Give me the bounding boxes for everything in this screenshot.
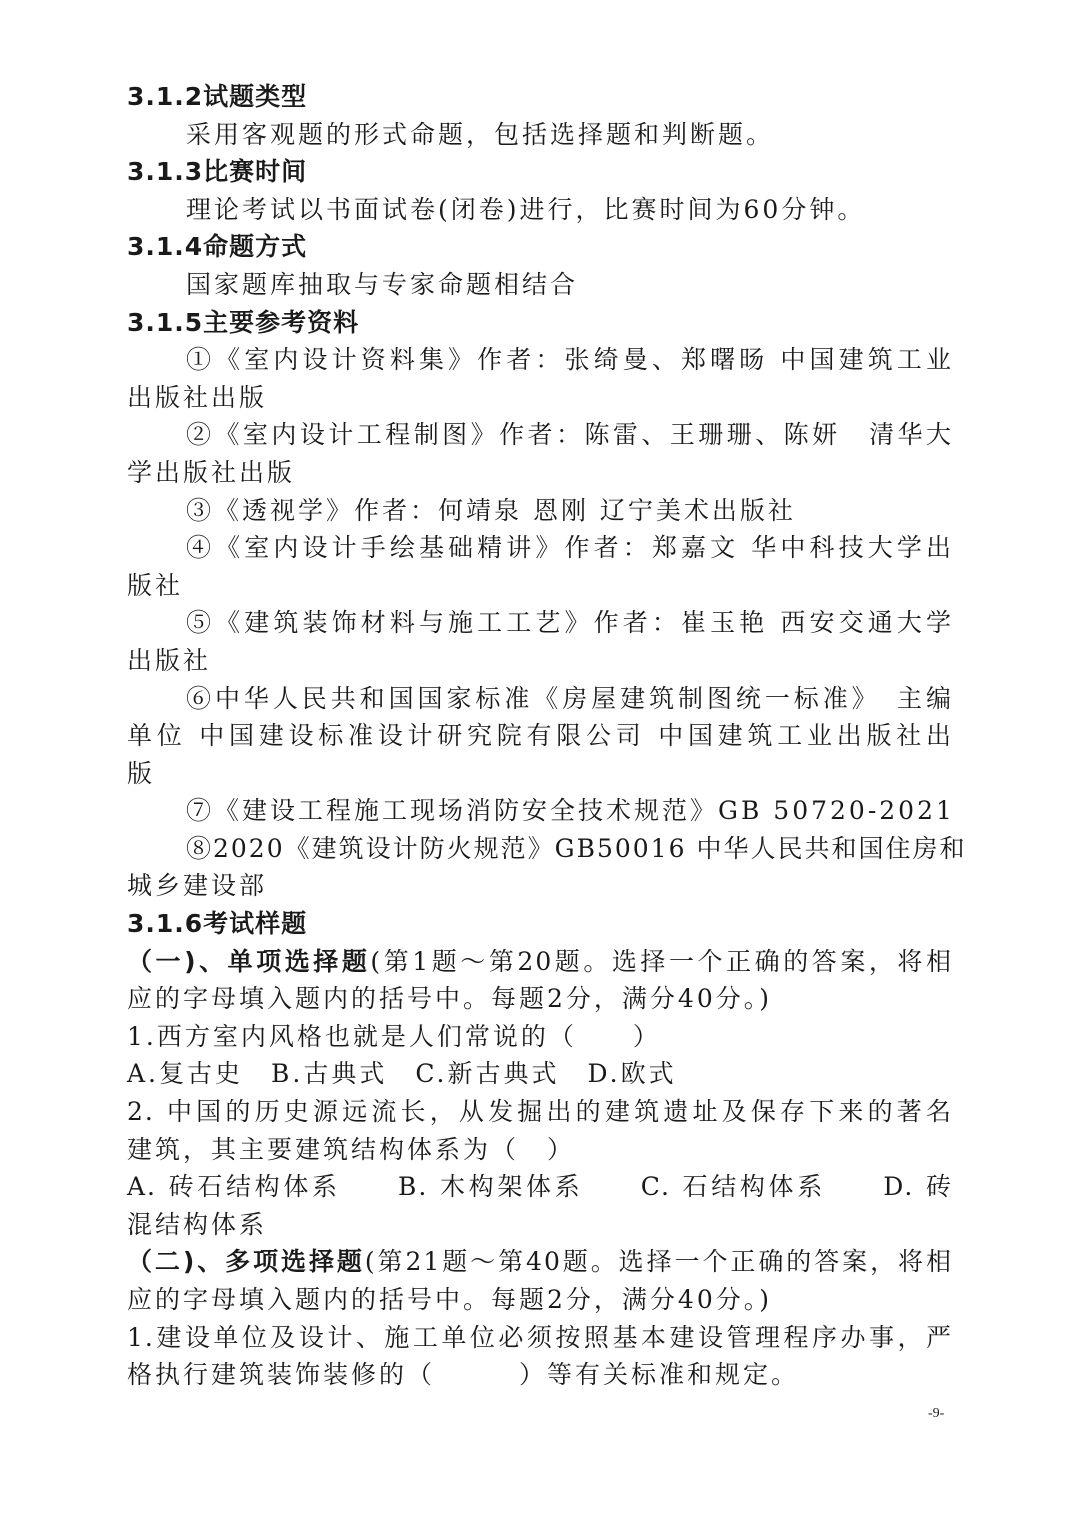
line-text: 3.1.5主要参考资料 xyxy=(127,307,360,337)
text-line xyxy=(127,191,953,229)
line-text: 出版社 xyxy=(127,645,212,675)
line-text: 版 xyxy=(127,758,156,788)
line-text: ①《室内设计资料集》作者：张绮曼、郑曙旸 中国建筑工业 xyxy=(186,345,953,375)
line-text: 单位 中国建设标准设计研究院有限公司 中国建筑工业出版社出 xyxy=(127,721,953,751)
line-text: 应的字母填入题内的括号中。每题2分，满分40分。) xyxy=(127,984,772,1014)
text-line xyxy=(127,1093,953,1131)
page-number: -9- xyxy=(928,1406,945,1421)
line-text: 1.建设单位及设计、施工单位必须按照基本建设管理程序办事，严 xyxy=(127,1322,953,1352)
text-line xyxy=(127,454,953,492)
document-body xyxy=(127,78,967,1394)
line-text: 城乡建设部 xyxy=(127,871,268,901)
line-text: 学出版社出版 xyxy=(127,457,296,487)
line-text: 混结构体系 xyxy=(127,1209,268,1239)
text-line xyxy=(127,1319,953,1357)
line-text: ⑤《建筑装饰材料与施工工艺》作者：崔玉艳 西安交通大学 xyxy=(186,608,953,638)
line-text: 出版社出版 xyxy=(127,382,268,412)
text-line xyxy=(127,1018,953,1056)
text-line xyxy=(127,1206,953,1244)
text-line xyxy=(127,680,953,718)
section-heading xyxy=(127,228,953,266)
text-line xyxy=(127,1055,953,1093)
text-line xyxy=(127,1243,953,1281)
text-line xyxy=(127,717,953,755)
section-heading xyxy=(127,905,953,943)
text-line xyxy=(127,1168,953,1206)
question-type-label: （一)、单项选择题 xyxy=(127,946,371,976)
line-text: ⑦《建设工程施工现场消防安全技术规范》GB 50720-2021 xyxy=(186,796,955,826)
text-line xyxy=(127,1281,953,1319)
line-text: 建筑，其主要建筑结构体系为（ ） xyxy=(127,1134,576,1164)
line-text: 理论考试以书面试卷(闭卷)进行，比赛时间为60分钟。 xyxy=(186,194,866,224)
line-text: 3.1.2试题类型 xyxy=(127,82,308,111)
section-heading xyxy=(127,304,953,342)
text-line xyxy=(127,416,953,454)
section-heading xyxy=(127,153,953,191)
line-text: ④《室内设计手绘基础精讲》作者：郑嘉文 华中科技大学出 xyxy=(186,533,953,563)
line-text: ③《透视学》作者：何靖泉 恩刚 辽宁美术出版社 xyxy=(186,495,796,525)
text-line xyxy=(127,266,953,304)
line-text: 2. 中国的历史源远流长，从发掘出的建筑遗址及保存下来的著名 xyxy=(127,1097,953,1127)
text-line xyxy=(127,830,967,868)
line-text: 1.西方室内风格也就是人们常说的（ ） xyxy=(127,1021,661,1051)
line-text: (第21题～第40题。选择一个正确的答案，将相 xyxy=(364,1247,953,1277)
line-text: (第1题～第20题。选择一个正确的答案，将相 xyxy=(370,946,953,976)
line-text: A. 砖石结构体系 B. 木构架体系 C. 石结构体系 D. 砖 xyxy=(127,1172,953,1202)
line-text: 采用客观题的形式命题，包括选择题和判断题。 xyxy=(186,119,775,149)
text-line xyxy=(127,980,953,1018)
line-text: 应的字母填入题内的括号中。每题2分，满分40分。) xyxy=(127,1285,772,1314)
line-text: 格执行建筑装饰装修的（ ）等有关标准和规定。 xyxy=(127,1360,800,1390)
text-line xyxy=(127,792,953,830)
text-line xyxy=(127,1356,953,1394)
line-text: ②《室内设计工程制图》作者：陈雷、王珊珊、陈妍 清华大 xyxy=(186,420,953,450)
text-line xyxy=(127,116,953,154)
text-line xyxy=(127,341,953,379)
line-text: 3.1.4命题方式 xyxy=(127,232,308,262)
line-text: 版社 xyxy=(127,570,184,600)
text-line xyxy=(127,867,953,905)
text-line xyxy=(127,604,953,642)
section-heading xyxy=(127,78,953,116)
text-line xyxy=(127,642,953,680)
text-line xyxy=(127,567,953,605)
question-type-label: （二)、多项选择题 xyxy=(127,1247,365,1277)
line-text: ⑥中华人民共和国国家标准《房屋建筑制图统一标准》 主编 xyxy=(186,683,953,713)
text-line xyxy=(127,492,953,530)
text-line xyxy=(127,529,953,567)
line-text: 3.1.6考试样题 xyxy=(127,909,308,939)
text-line xyxy=(127,943,953,981)
line-text: ⑧2020《建筑设计防火规范》GB50016 中华人民共和国住房和 xyxy=(186,833,967,863)
line-text: 国家题库抽取与专家命题相结合 xyxy=(186,269,579,299)
text-line xyxy=(127,1131,953,1169)
text-line xyxy=(127,379,953,417)
text-line xyxy=(127,755,953,793)
line-text: 3.1.3比赛时间 xyxy=(127,157,308,187)
line-text: A.复古史 B.古典式 C.新古典式 D.欧式 xyxy=(127,1059,677,1089)
